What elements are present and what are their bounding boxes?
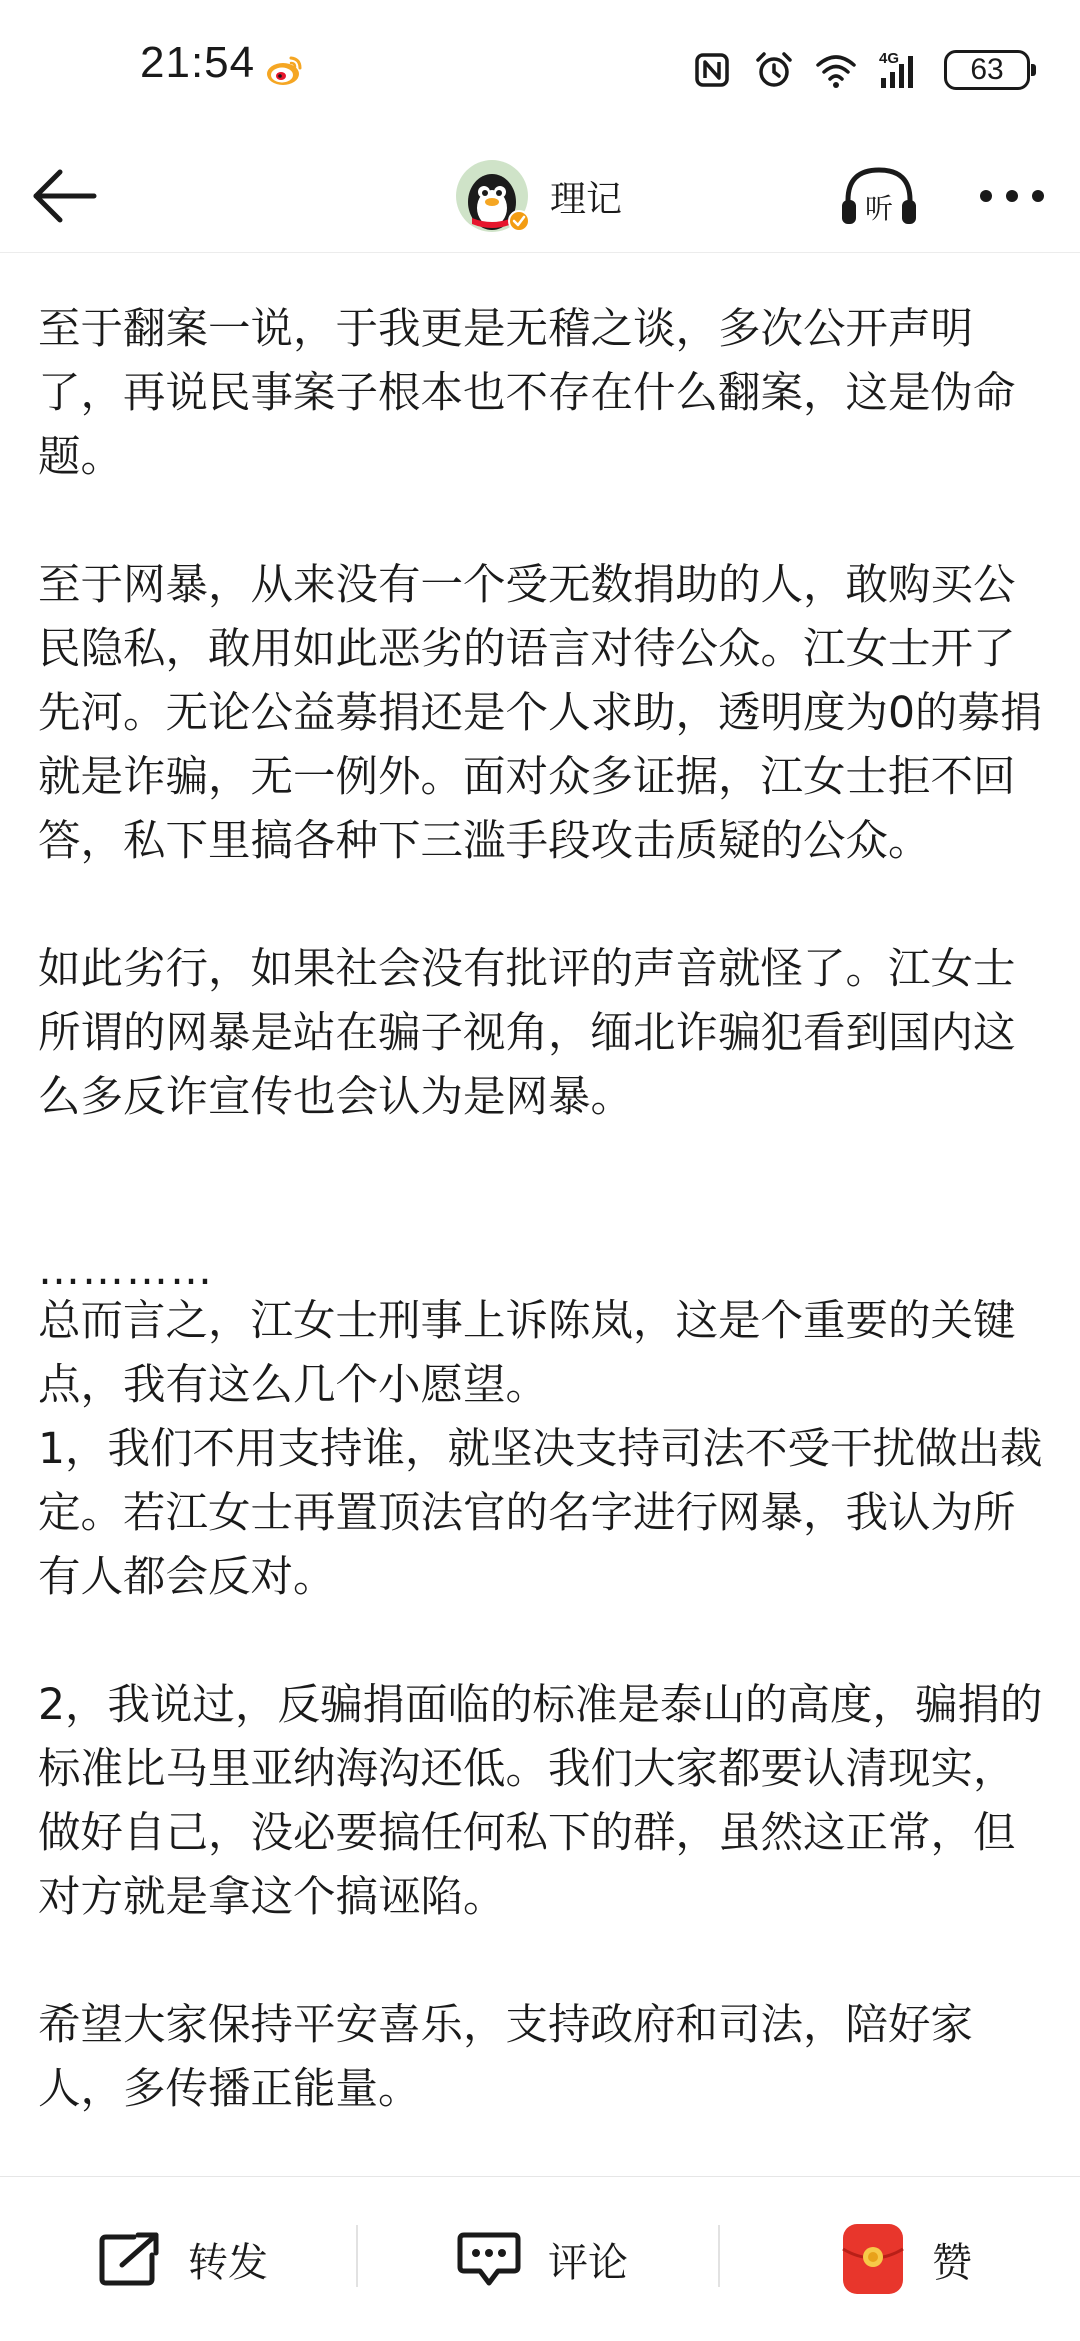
signal-icon [876,48,926,92]
headphones-icon[interactable] [838,160,920,232]
author-name[interactable]: 理记 [550,178,623,220]
battery-level: 63 [970,53,1004,86]
divider [718,2225,720,2287]
header-bar [0,140,1080,253]
divider [356,2225,358,2287]
like-label: 赞 [932,2239,972,2286]
battery-icon [944,50,1030,90]
paragraph-6: 2，我说过，反骗捐面临的标准是泰山的高度，骗捐的标准比马里亚纳海沟还低。我们大家都要认清现实，做好自己，没必要搞任何私下的群，虽然这正常，但对方就是拿这个搞诬陷。 [38,1681,1043,1922]
paragraph-7: 希望大家保持平安喜乐，支持政府和司法，陪好家人，多传播正能量。 [38,2001,974,2114]
status-bar [0,0,1080,140]
bottom-action-bar [0,2176,1080,2341]
status-icons [690,46,1030,94]
paragraph-1: 至于翻案一说，于我更是无稽之谈，多次公开声明了，再说民事案子根本也不存在什么翻案，这是伪命题。 [38,305,1016,482]
paragraph-4: 总而言之，江女士刑事上诉陈岚，这是个重要的关键点，我有这么几个小愿望。 [38,1297,1016,1410]
wifi-icon [814,48,858,92]
like-icon [840,2221,906,2297]
article-body [38,298,1048,2250]
paragraph-3: 如此劣行，如果社会没有批评的声音就怪了。江女士所谓的网暴是站在骗子视角，缅北诈骗犯看到国内这么多反诈宣传也会认为是网暴。 [38,945,1016,1122]
comment-icon [456,2229,522,2289]
paragraph-5: 1，我们不用支持谁，就坚决支持司法不受干扰做出裁定。若江女士再置顶法官的名字进行网暴，我认为所有人都会反对。 [38,1425,1043,1602]
network-label: 4G [879,50,900,67]
weibo-icon [264,52,304,88]
listen-label: 听 [864,192,894,225]
repost-button[interactable] [98,2177,268,2341]
paragraph-2: 至于网暴，从来没有一个受无数捐助的人，敢购买公民隐私，敢用如此恶劣的语言对待公众。江女士开了先河。无论公益募捐还是个人求助，透明度为0的募捐就是诈骗，无一例外。面对众多证据，江女士拒不回答，私下里搞各种下三滥手段攻击质疑的公众。 [38,561,1043,866]
repost-label: 转发 [188,2239,268,2286]
alarm-icon [752,48,796,92]
nfc-icon [690,48,734,92]
status-time: 21:54 [140,38,256,87]
author-info[interactable] [456,158,622,234]
verified-badge-icon [508,210,530,232]
share-icon [98,2231,162,2287]
comment-label: 评论 [548,2239,628,2286]
back-arrow-icon[interactable] [30,164,100,228]
ellipsis-separator: ………… [38,1245,214,1294]
like-button[interactable] [840,2177,972,2341]
comment-button[interactable] [456,2177,628,2341]
more-icon[interactable] [976,174,1048,218]
